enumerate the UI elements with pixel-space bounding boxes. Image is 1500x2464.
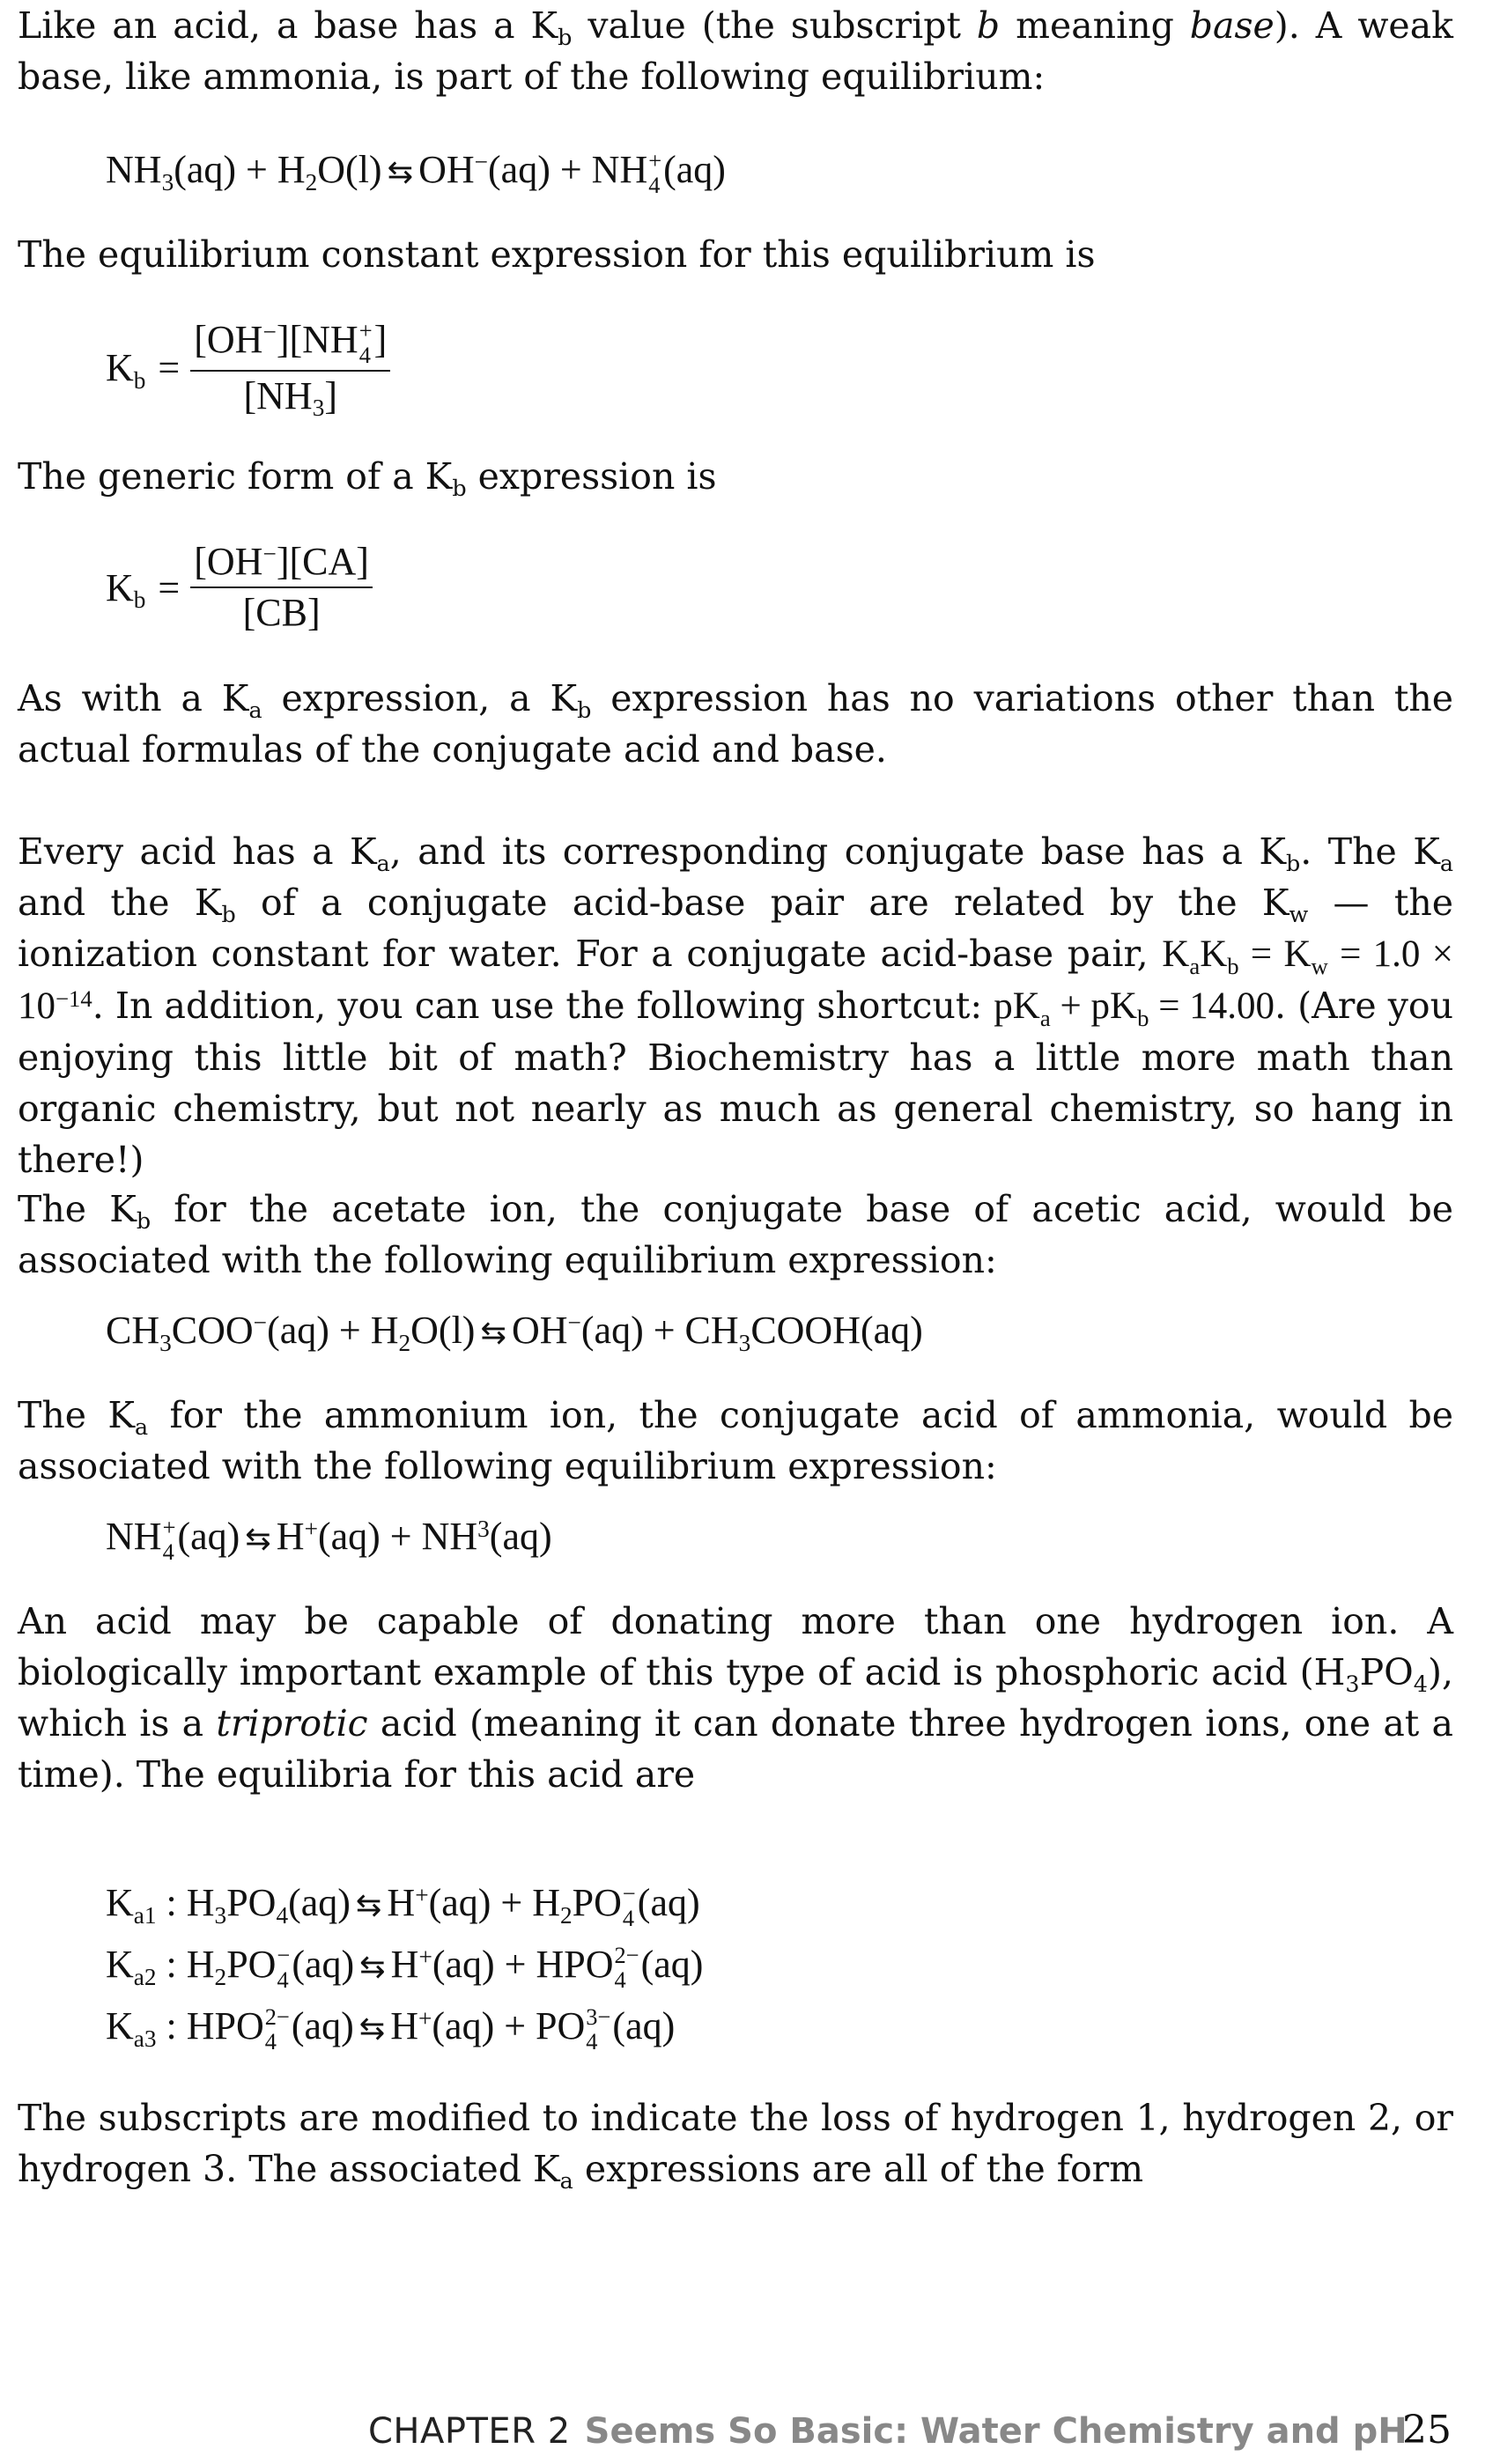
equilibrium-arrow-icon: ⇆ [387,154,414,190]
kb-generic-expression: $K_b$ = $\frac{[OH^-][CA]}{[CB]}$ [106,539,1500,636]
kb-ammonia-expression: $K_b$ = [OH−][NH + 4 ] $[NH_3]$ [106,317,1500,419]
acetate-equilibrium-equation: $CH_3COO^-(aq) + H_2O(l)$ ⇆ $OH^-(aq) + CH_3COOH(aq)$ [106,1309,923,1356]
equilibrium-arrow-icon: ⇆ [480,1315,506,1351]
paragraph-subscripts: The subscripts are modified to indicate the loss of hydrogen 1, hydrogen 2, or hydrogen 3. The associated $K_a$ expressions are all of the form [18,2097,1453,2195]
paragraph-conjugate-relationship: Every acid has a $K_a$, and its corresponding conjugate base has a $K_b$. The $K_a$ and the $K_b$ of a conjugate acid-base pair are related by the $K_w$ — the ionization constant for water. For a conjugate acid-base pair, $K_aK_b = K_w = 1.0 \times 10^{-14}$. In addition, you can use the following shortcut: $pK_a + pK_b = 14.00$. (Are you enjoying this little bit of math? Biochemistry has a little more math than organic chemistry, but not nearly as much as general chemistry, so hang in there!) [18,830,1454,1181]
ka1-equation: $K_{a1}$ : $H_3PO_4(aq)$ ⇆ $H^+(aq) + H_2PO$ − 4 (aq) [106,1880,700,1931]
chapter-title: Seems So Basic: Water Chemistry and pH [584,2411,1408,2452]
kb-fraction: [OH−][NH + 4 ] $[NH_3]$ [190,317,390,419]
paragraph-acetate: The $K_b$ for the acetate ion, the conjugate base of acetic acid, would be associated with the following equilibrium expression: [18,1188,1453,1281]
equilibrium-arrow-icon: ⇆ [358,2010,386,2047]
equilibrium-arrow-icon: ⇆ [359,1949,386,1985]
paragraph-expression-intro: The equilibrium constant expression for this equilibrium is [18,233,1096,276]
paragraph-polyprotic: An acid may be capable of donating more than one hydrogen ion. A biologically important example of this type of acid is phosphoric acid $(H_3PO_4)$, which is a triprotic acid (meaning it can donate three hydrogen ions, one at a time). The equilibria for this acid are [18,1600,1453,1796]
ka2-equation: $K_{a2}$ : $H_2PO$ − 4 (aq) ⇆ H+(aq) + HPO 2− 4 (aq) [106,1942,704,1993]
paragraph-kb-intro: Like an acid, a base has a $K_b$ value (the subscript b meaning base). A weak base, like ammonia, is part of the following equilibrium: [18,4,1453,98]
paragraph-ammonium: The $K_a$ for the ammonium ion, the conjugate acid of ammonia, would be associated with the following equilibrium expression: [18,1394,1453,1487]
equilibrium-arrow-icon: ⇆ [355,1887,382,1923]
ammonia-equilibrium-equation: $NH_3(aq) + H_2O(l)$ ⇆ OH−(aq) + NH + 4 (aq) [106,147,726,198]
paragraph-generic-kb: The generic form of a $K_b$ expression is [18,455,717,502]
ka3-equation: $K_{a3}$ : HPO 2− 4 (aq) ⇆ H+(aq) + PO 3− 4 (aq) [106,2003,676,2055]
paragraph-ka-kb-variations: As with a $K_a$ expression, a $K_b$ expression has no variations other than the actual formulas of the conjugate acid and base. [18,677,1453,771]
equilibrium-arrow-icon: ⇆ [245,1521,271,1557]
page-number: 25 [1402,2408,1452,2453]
kb-generic-fraction: $\frac{[OH^-][CA]}{[CB]}$ [190,539,373,636]
page-footer [368,2408,1452,2464]
ammonium-equilibrium-equation: NH + 4 (aq) ⇆ $H^+(aq) + NH^3(aq)$ [106,1514,552,1565]
chapter-label: CHAPTER 2 [368,2411,571,2452]
